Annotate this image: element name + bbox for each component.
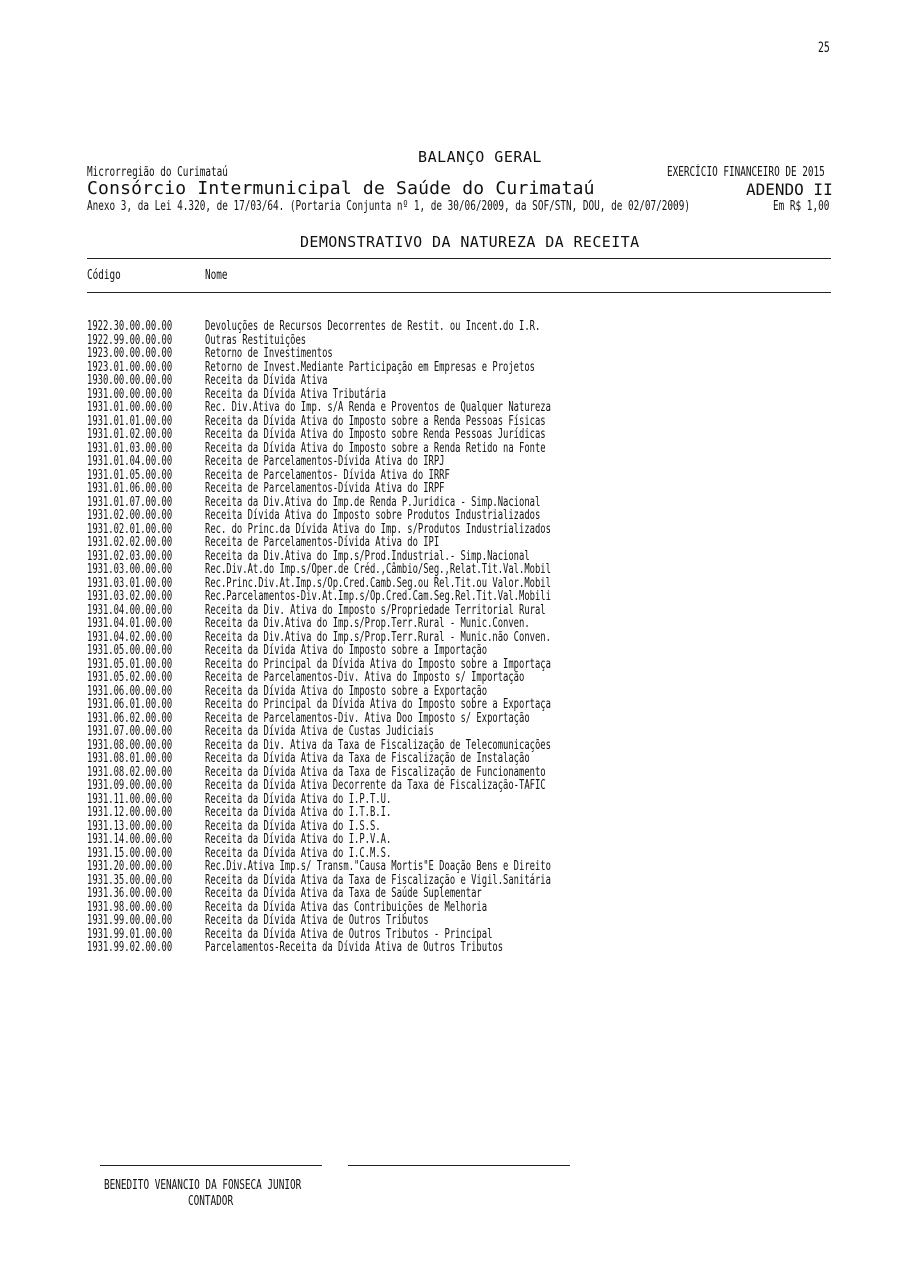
row-code: 1931.08.00.00.00 [87, 737, 173, 753]
row-code: 1931.03.00.00.00 [87, 562, 173, 577]
row-name: Receita da Dívida Ativa do Imposto sobre a Renda Retido na Fonte [205, 440, 546, 456]
row-name: Receita da Div. Ativa do Imposto s/Propriedade Territorial Rural [205, 602, 546, 618]
row-name: Receita de Parcelamentos-Dívida Ativa do IRPF [205, 481, 445, 496]
report-title: DEMONSTRATIVO DA NATUREZA DA RECEITA [300, 233, 640, 251]
row-name: Rec.Div.At.do Imp.s/Oper.de Créd.,Câmbio/Seg.,Relat.Tit.Val.Mobil [205, 562, 551, 577]
row-name: Receita de Parcelamentos-Dívida Ativa do IRPJ [205, 454, 445, 469]
row-code: 1931.01.05.00.00 [87, 467, 173, 483]
row-name: Receita da Dívida Ativa da Taxa de Fiscalização e Vigil.Sanitária [205, 872, 551, 888]
row-name: Receita da Dívida Ativa de Outros Tributos [205, 913, 429, 928]
row-name: Receita da Dívida Ativa da Taxa de Saúde Suplementar [205, 886, 482, 901]
row-code: 1931.14.00.00.00 [87, 832, 173, 847]
row-code: 1931.06.01.00.00 [87, 697, 173, 712]
row-name: Receita da Dívida Ativa da Taxa de Fiscalização de Funcionamento [205, 764, 546, 780]
top-rule [87, 258, 831, 259]
row-name: Rec. do Princ.da Dívida Ativa do Imp. s/Produtos Industrializados [205, 521, 551, 537]
row-code: 1931.99.00.00.00 [87, 913, 173, 928]
row-name: Receita da Dívida Ativa de Outros Tributos - Principal [205, 926, 493, 942]
row-name: Receita da Dívida Ativa do I.T.B.I. [205, 805, 392, 820]
row-code: 1931.98.00.00.00 [87, 899, 173, 915]
row-name: Rec.Princ.Div.At.Imp.s/Op.Cred.Camb.Seg.ou Rel.Tit.ou Valor.Mobil [205, 575, 551, 591]
row-code: 1922.30.00.00.00 [87, 319, 173, 334]
row-code: 1931.15.00.00.00 [87, 845, 173, 861]
row-code: 1923.00.00.00.00 [87, 346, 173, 361]
main-title: BALANÇO GERAL [418, 148, 542, 166]
row-code: 1931.06.00.00.00 [87, 683, 173, 699]
row-code: 1923.01.00.00.00 [87, 359, 173, 375]
row-name: Receita da Div. Ativa da Taxa de Fiscalização de Telecomunicações [205, 737, 551, 753]
row-code: 1931.03.02.00.00 [87, 589, 173, 604]
row-code: 1931.03.01.00.00 [87, 575, 173, 591]
row-name: Receita da Dívida Ativa Tributária [205, 386, 386, 402]
row-code: 1931.04.01.00.00 [87, 616, 173, 631]
row-code: 1931.02.02.00.00 [87, 535, 173, 550]
row-code: 1931.01.04.00.00 [87, 454, 173, 469]
row-name: Receita da Dívida Ativa do I.C.M.S. [205, 845, 392, 861]
exercise-label: EXERCÍCIO FINANCEIRO DE 2015 [667, 165, 825, 180]
row-name: Receita da Dívida Ativa do I.P.V.A. [205, 832, 392, 847]
row-name: Receita do Principal da Dívida Ativa do Imposto sobre a Exportaça [205, 697, 551, 712]
row-code: 1931.06.02.00.00 [87, 710, 173, 726]
signer-role: CONTADOR [188, 1194, 234, 1209]
organization-name: Consórcio Intermunicipal de Saúde do Curimataú [87, 178, 595, 199]
row-name: Receita da Dívida Ativa do Imposto sobre a Importação [205, 643, 488, 658]
row-code: 1931.01.03.00.00 [87, 440, 173, 456]
row-code: 1931.01.01.00.00 [87, 413, 173, 429]
row-name: Retorno de Investimentos [205, 346, 333, 361]
column-header-code: Código [87, 268, 121, 283]
row-code: 1931.05.02.00.00 [87, 670, 173, 685]
row-name: Rec.Parcelamentos-Div.At.Imp.s/Op.Cred.Cam.Seg.Rel.Tit.Val.Mobili [205, 589, 551, 604]
row-name: Receita de Parcelamentos-Div. Ativa do Imposto s/ Importação [205, 670, 525, 685]
page-number: 25 [818, 40, 830, 56]
row-name: Outras Restituições [205, 332, 307, 348]
row-code: 1931.99.02.00.00 [87, 940, 173, 955]
row-code: 1931.20.00.00.00 [87, 859, 173, 874]
signature-line [100, 1165, 322, 1166]
row-code: 1931.08.01.00.00 [87, 751, 173, 766]
row-name: Receita da Dívida Ativa do I.S.S. [205, 818, 381, 834]
row-code: 1931.09.00.00.00 [87, 778, 173, 793]
row-code: 1930.00.00.00.00 [87, 373, 173, 388]
row-code: 1931.01.02.00.00 [87, 427, 173, 442]
row-name: Receita Dívida Ativa do Imposto sobre Produtos Industrializados [205, 508, 541, 523]
row-code: 1931.35.00.00.00 [87, 872, 173, 888]
row-code: 1931.01.06.00.00 [87, 481, 173, 496]
row-name: Receita da Dívida Ativa das Contribuições de Melhoria [205, 899, 488, 915]
row-name: Receita de Parcelamentos- Dívida Ativa do IRRF [205, 467, 450, 483]
row-name: Receita da Dívida Ativa Decorrente da Taxa de Fiscalização-TAFIC [205, 778, 546, 793]
row-name: Receita do Principal da Dívida Ativa do Imposto sobre a Importaça [205, 656, 551, 672]
row-code: 1931.02.03.00.00 [87, 548, 173, 564]
row-code: 1931.05.01.00.00 [87, 656, 173, 672]
row-code: 1931.05.00.00.00 [87, 643, 173, 658]
row-name: Receita da Dívida Ativa de Custas Judiciais [205, 724, 434, 739]
row-name: Devoluções de Recursos Decorrentes de Restit. ou Incent.do I.R. [205, 319, 541, 334]
row-name: Receita da Dívida Ativa [205, 373, 328, 388]
adendo-label: ADENDO II [746, 180, 833, 199]
row-code: 1931.36.00.00.00 [87, 886, 173, 901]
row-name: Rec. Div.Ativa do Imp. s/A Renda e Proventos de Qualquer Natureza [205, 400, 551, 415]
row-code: 1931.01.07.00.00 [87, 494, 173, 510]
row-code: 1931.08.02.00.00 [87, 764, 173, 780]
row-code: 1931.02.00.00.00 [87, 508, 173, 523]
row-name: Receita da Div.Ativa do Imp.s/Prop.Terr.Rural - Munic.Conven. [205, 616, 530, 631]
row-code: 1931.12.00.00.00 [87, 805, 173, 820]
row-code: 1931.04.00.00.00 [87, 602, 173, 618]
row-name: Receita da Dívida Ativa do I.P.T.U. [205, 791, 392, 807]
row-code: 1931.99.01.00.00 [87, 926, 173, 942]
row-name: Receita da Div.Ativa do Imp.de Renda P.Juridica - Simp.Nacional [205, 494, 541, 510]
region-label: Microrregião do Curimataú [87, 165, 228, 180]
row-name: Rec.Div.Ativa Imp.s/ Transm."Causa Mortis"E Doação Bens e Direito [205, 859, 551, 874]
row-code: 1922.99.00.00.00 [87, 332, 173, 348]
signer-name: BENEDITO VENANCIO DA FONSECA JUNIOR [104, 1178, 302, 1193]
column-header-name: Nome [205, 268, 228, 283]
row-name: Receita da Dívida Ativa do Imposto sobre a Renda Pessoas Físicas [205, 413, 546, 429]
row-code: 1931.01.00.00.00 [87, 400, 173, 415]
row-name: Receita da Div.Ativa do Imp.s/Prop.Terr.Rural - Munic.não Conven. [205, 629, 551, 645]
row-code: 1931.04.02.00.00 [87, 629, 173, 645]
row-name: Parcelamentos-Receita da Dívida Ativa de Outros Tributos [205, 940, 504, 955]
row-code: 1931.00.00.00.00 [87, 386, 173, 402]
signature-line [348, 1165, 570, 1166]
row-name: Receita da Div.Ativa do Imp.s/Prod.Industrial.- Simp.Nacional [205, 548, 530, 564]
row-name: Retorno de Invest.Mediante Participação em Empresas e Projetos [205, 359, 535, 375]
row-code: 1931.07.00.00.00 [87, 724, 173, 739]
header-rule [87, 292, 831, 293]
row-name: Receita da Dívida Ativa do Imposto sobre a Exportação [205, 683, 488, 699]
row-code: 1931.02.01.00.00 [87, 521, 173, 537]
row-name: Receita da Dívida Ativa da Taxa de Fiscalização de Instalação [205, 751, 530, 766]
row-name: Receita de Parcelamentos-Div. Ativa Doo Imposto s/ Exportação [205, 710, 530, 726]
annex-reference: Anexo 3, da Lei 4.320, de 17/03/64. (Portaria Conjunta nº 1, de 30/06/2009, da SOF/STN, DOU, de 02/07/2009) [87, 199, 690, 214]
row-code: 1931.13.00.00.00 [87, 818, 173, 834]
row-name: Receita de Parcelamentos-Dívida Ativa do IPI [205, 535, 440, 550]
row-name: Receita da Dívida Ativa do Imposto sobre Renda Pessoas Jurídicas [205, 427, 546, 442]
currency-label: Em R$ 1,00 [773, 199, 830, 214]
row-code: 1931.11.00.00.00 [87, 791, 173, 807]
